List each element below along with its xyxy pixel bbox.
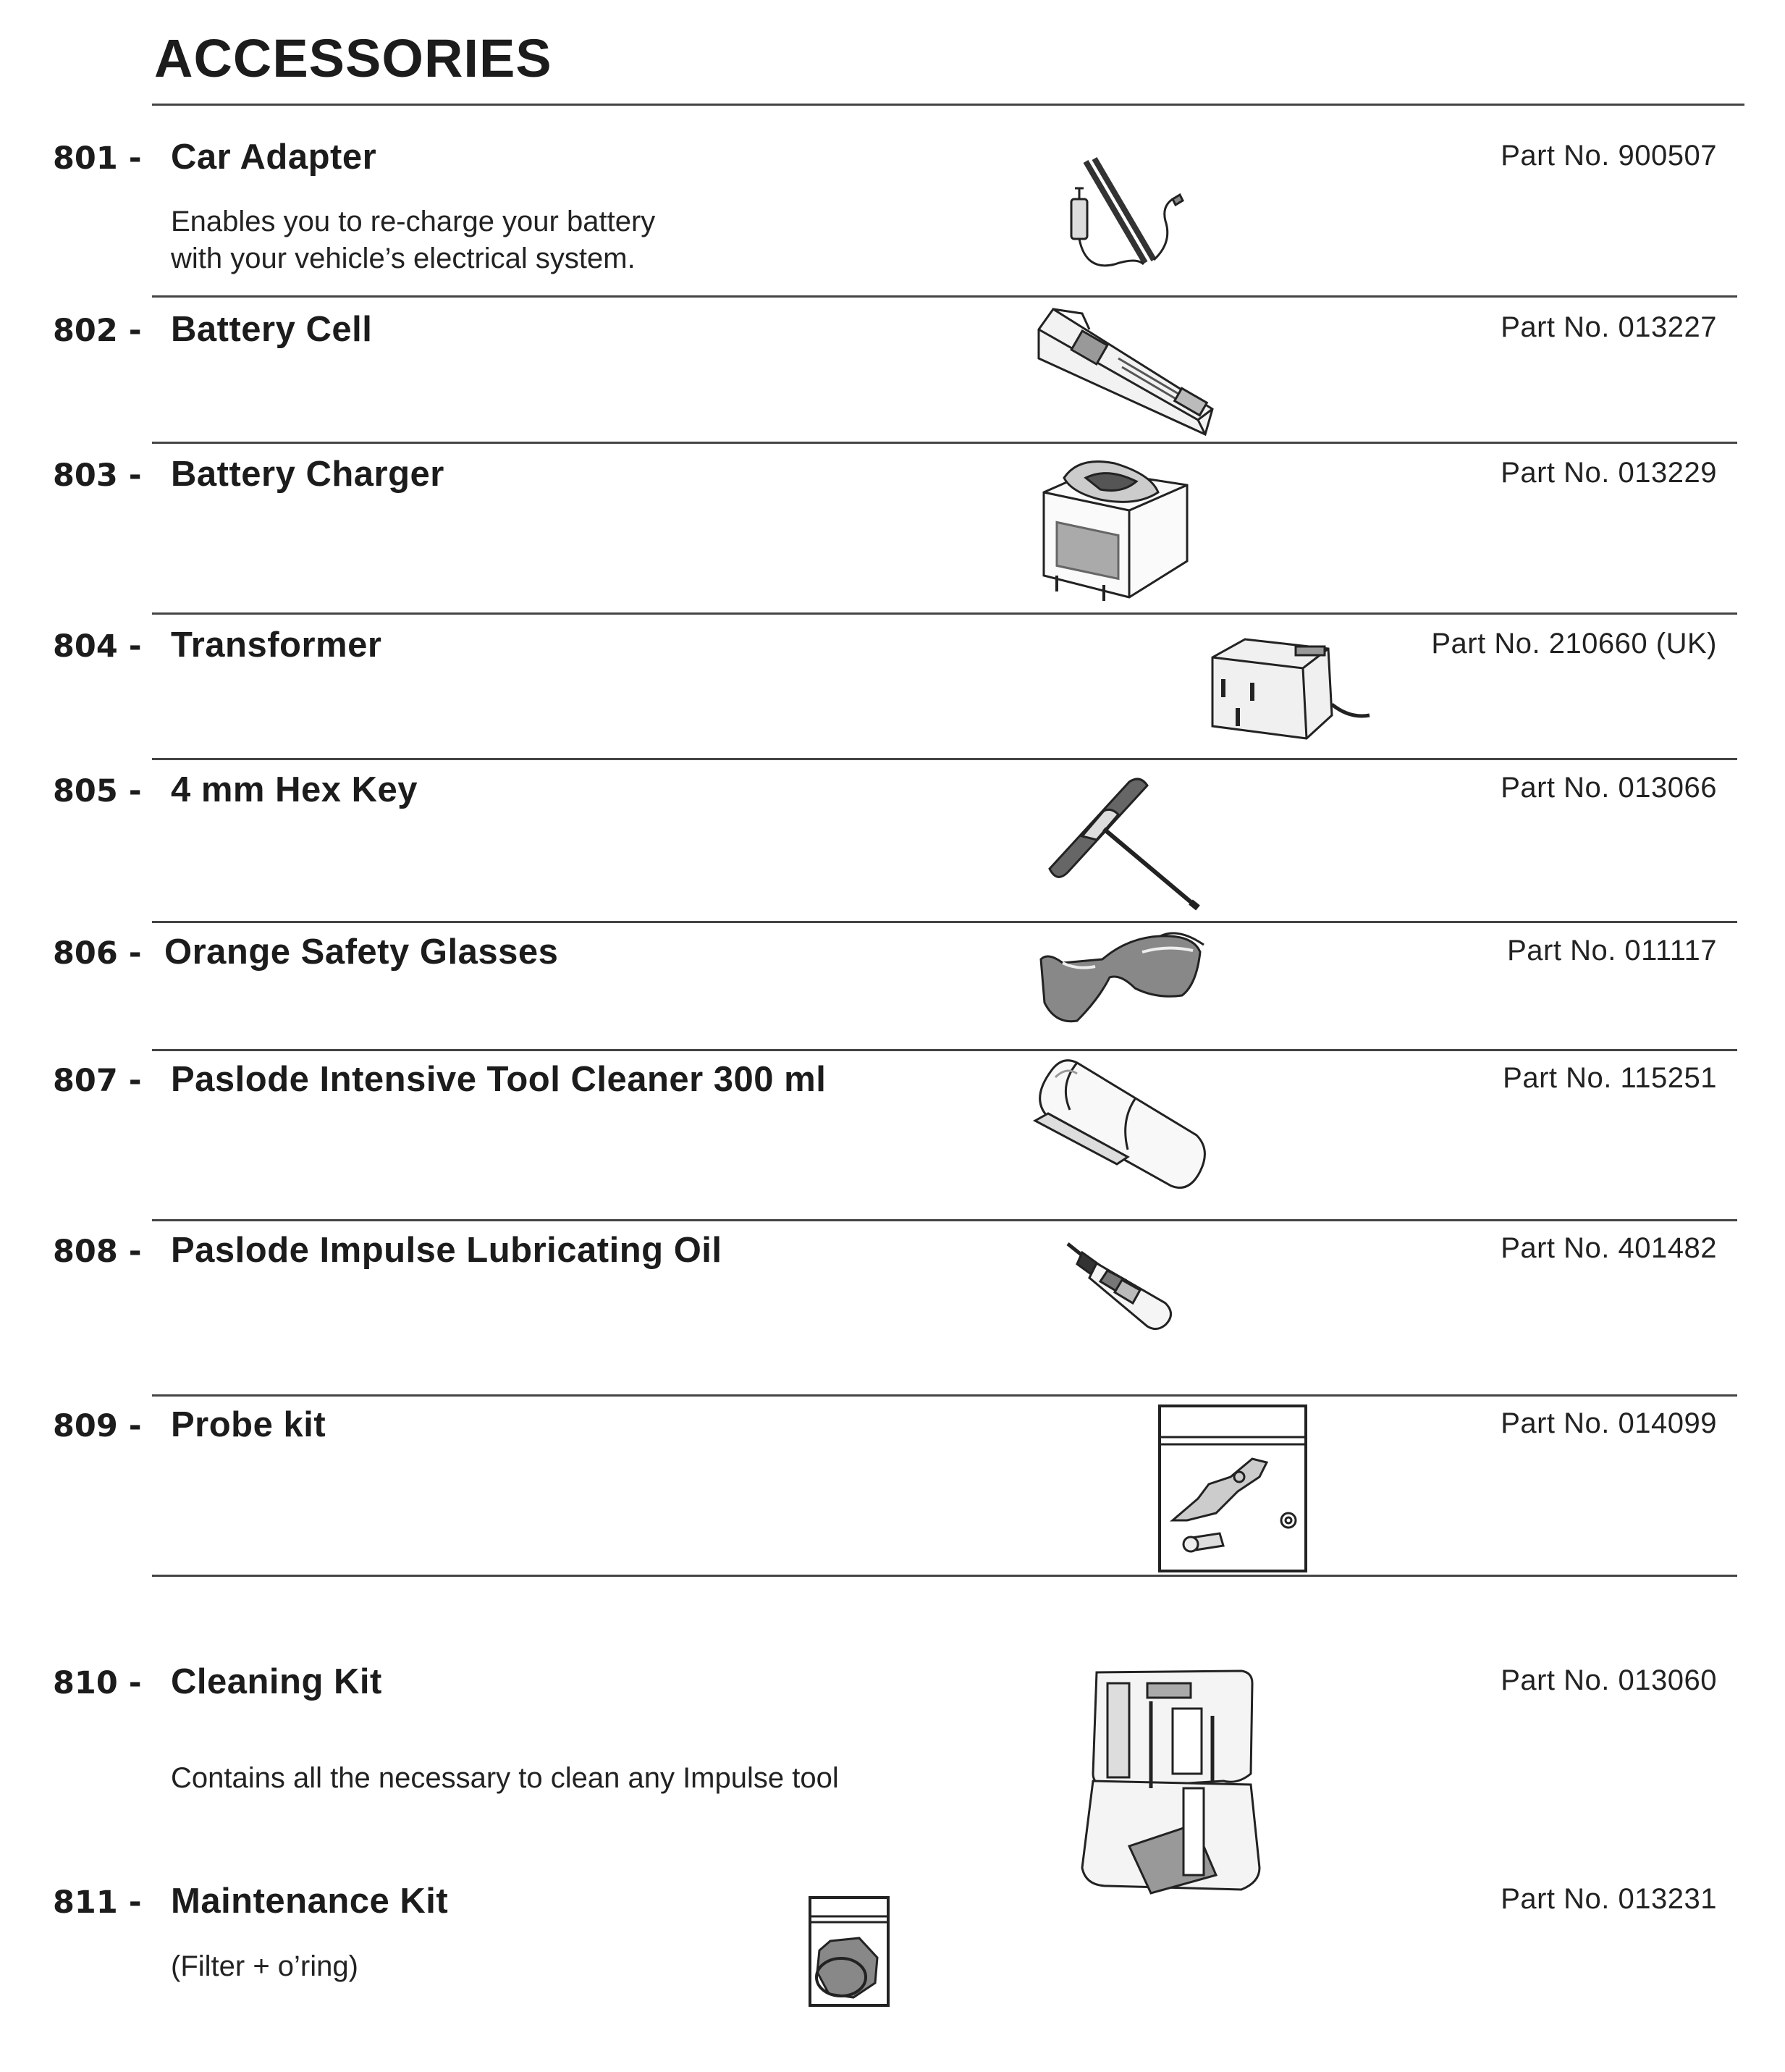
item-description: Enables you to re-charge your battery (171, 206, 656, 237)
item-number: 801 - (53, 140, 142, 177)
item-number: 804 - (53, 628, 142, 665)
car-adapter-icon (1064, 156, 1187, 279)
item-number: 806 - (53, 935, 142, 972)
transformer-icon (1202, 628, 1372, 744)
divider (152, 1575, 1737, 1577)
item-name: Orange Safety Glasses (164, 932, 559, 972)
part-number: Part No. 013060 (1501, 1664, 1717, 1696)
cleaning-kit-case-icon (1079, 1665, 1268, 1897)
item-number: 803 - (53, 458, 142, 494)
page-title: ACCESSORIES (154, 28, 552, 88)
part-number: Part No. 014099 (1501, 1407, 1717, 1439)
item-number: 802 - (53, 313, 142, 349)
item-number: 807 - (53, 1063, 142, 1099)
divider (152, 1394, 1737, 1397)
item-name: 4 mm Hex Key (171, 770, 418, 809)
part-number: Part No. 013227 (1501, 311, 1717, 343)
item-description: Contains all the necessary to clean any Impulse tool (171, 1762, 839, 1794)
item-description: (Filter + o’ring) (171, 1950, 358, 1982)
safety-glasses-icon (1034, 930, 1207, 1032)
divider (152, 1049, 1737, 1051)
divider (152, 612, 1737, 615)
tool-cleaner-can-icon (1026, 1056, 1216, 1195)
item-name: Battery Cell (171, 310, 373, 349)
item-name: Paslode Impulse Lubricating Oil (171, 1231, 722, 1270)
divider (152, 1219, 1737, 1221)
item-name: Probe kit (171, 1405, 326, 1444)
maintenance-kit-bag-icon (809, 1896, 890, 2007)
part-number: Part No. 011117 (1507, 935, 1717, 966)
part-number: Part No. 013066 (1501, 772, 1717, 804)
divider (152, 295, 1737, 298)
item-number: 808 - (53, 1234, 142, 1270)
item-number: 810 - (53, 1665, 142, 1701)
item-number: 805 - (53, 773, 142, 809)
part-number: Part No. 900507 (1501, 140, 1717, 172)
divider (152, 442, 1737, 444)
part-number: Part No. 013231 (1501, 1883, 1717, 1915)
battery-cell-icon (1031, 300, 1220, 438)
divider (152, 758, 1737, 760)
item-name: Paslode Intensive Tool Cleaner 300 ml (171, 1060, 827, 1099)
hex-key-icon (1042, 767, 1209, 912)
divider (152, 921, 1737, 923)
item-number: 809 - (53, 1408, 142, 1444)
title-rule (152, 104, 1744, 106)
item-description: with your vehicle’s electrical system. (171, 243, 636, 274)
lubricating-oil-bottle-icon (1064, 1238, 1180, 1332)
item-number: 811 - (53, 1884, 142, 1921)
item-name: Transformer (171, 626, 382, 665)
battery-charger-icon (1035, 449, 1194, 605)
part-number: Part No. 210660 (UK) (1431, 628, 1717, 660)
probe-kit-bag-icon (1158, 1405, 1307, 1572)
item-name: Car Adapter (171, 138, 377, 177)
part-number: Part No. 013229 (1501, 457, 1717, 489)
item-name: Battery Charger (171, 455, 444, 494)
part-number: Part No. 401482 (1501, 1232, 1717, 1264)
part-number: Part No. 115251 (1503, 1062, 1717, 1094)
item-name: Cleaning Kit (171, 1662, 382, 1701)
item-name: Maintenance Kit (171, 1882, 449, 1921)
